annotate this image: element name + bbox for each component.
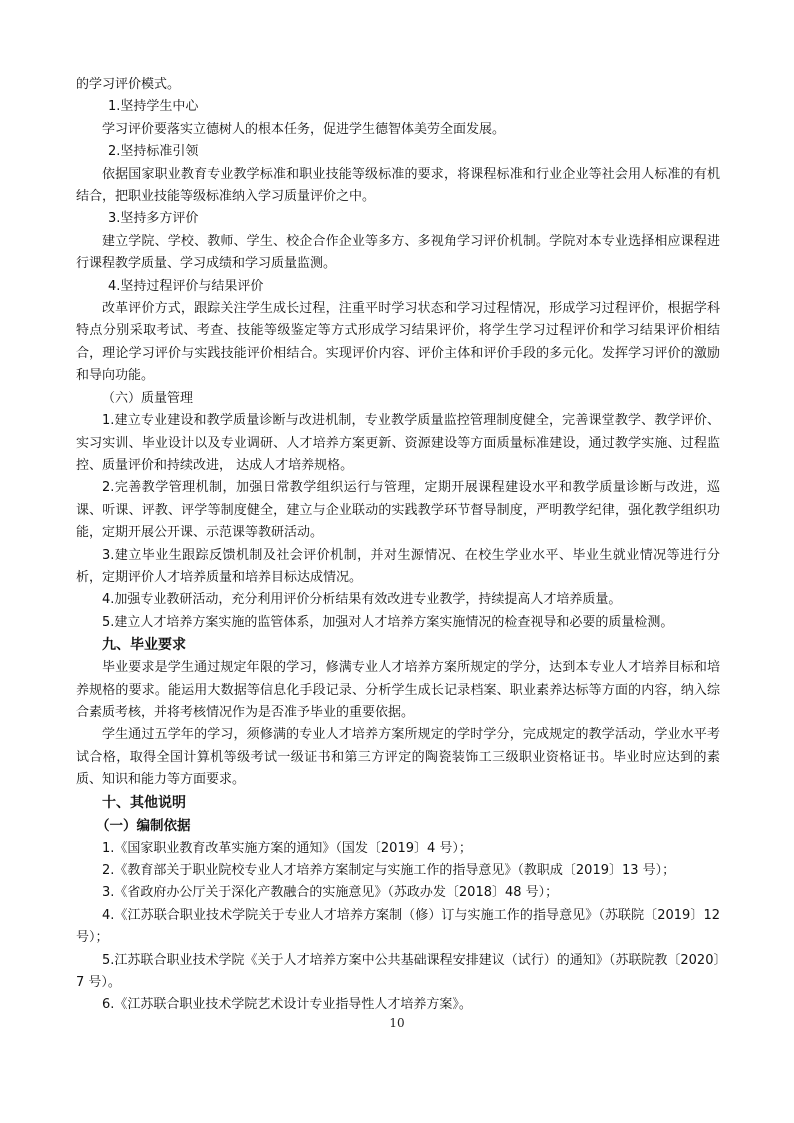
basis-item-2: 2.《教育部关于职业院校专业人才培养方案制定与实施工作的指导意见》（教职成〔2019〕13 号）；	[102, 863, 676, 878]
basis-item-6: 6.《江苏联合职业技术学院艺术设计专业指导性人才培养方案》。	[102, 997, 472, 1013]
quality-item-4: 4.加强专业教研活动，充分利用评价分析结果有效改进专业教学，持续提高人才培养质量。	[102, 592, 622, 608]
item-text-3: 建立学院、学校、教师、学生、校企合作企业等多方、多视角学习评价机制。学院对本专业选择相应课程进行课程教学质量、学习成绩和学习质量监测。	[76, 233, 720, 272]
quality-item-3: 3.建立毕业生跟踪反馈机制及社会评价机制，并对生源情况、在校生学业水平、毕业生就业情况等进行分析，定期评价人才培养质量和培养目标达成情况。	[76, 547, 720, 585]
page-number: 10	[389, 1016, 405, 1030]
page-content	[76, 74, 720, 1017]
section-heading-quality: （六）质量管理	[102, 390, 194, 406]
basis-item-5: 5.江苏联合职业技术学院《关于人才培养方案中公共基础课程安排建议（试行）的通知》（苏联院教〔2020〕7 号）。	[76, 952, 720, 991]
basis-item-1: 1.《国家职业教育改革实施方案的通知》（国发〔2019〕4 号）；	[102, 840, 472, 856]
item-heading-1: 1.坚持学生中心	[108, 99, 199, 115]
quality-item-5: 5.建立人才培养方案实施的监管体系，加强对人才培养方案实施情况的检查视导和必要的质量检测。	[102, 614, 674, 630]
quality-item-1: 1.建立专业建设和教学质量诊断与改进机制，专业教学质量监控管理制度健全，完善课堂教学、教学评价、实习实训、毕业设计以及专业调研、人才培养方案更新、资源建设等方面质量标准建设，通过教学实施、过程监控、质量评价和持续改进， 达成人才培养规格。	[76, 413, 720, 473]
basis-item-3: 3.《省政府办公厅关于深化产教融合的实施意见》（苏政办发〔2018〕48 号）；	[102, 885, 559, 901]
graduation-text-1: 毕业要求是学生通过规定年限的学习，修满专业人才培养方案所规定的学分，达到本专业人才培养目标和培养规格的要求。能运用大数据等信息化手段记录、分析学生成长记录档案、职业素养达标等方面的内容，纳入综合素质考核，并将考核情况作为是否准予毕业的重要依据。	[76, 660, 720, 720]
item-heading-4: 4.坚持过程评价与结果评价	[108, 278, 264, 294]
graduation-text-2: 学生通过五学年的学习，须修满的专业人才培养方案所规定的学时学分，完成规定的教学活动，学业水平考试合格，取得全国计算机等级考试一级证书和第三方评定的陶瓷装饰工三级职业资格证书。毕业时应达到的素质、知识和能力等方面要求。	[76, 727, 720, 788]
quality-item-2: 2.完善教学管理机制，加强日常教学组织运行与管理，定期开展课程建设水平和教学质量诊断与改进，巡课、听课、评教、评学等制度健全，建立与企业联动的实践教学环节督导制度，严明教学纪律，强化教学组织功能，定期开展公开课、示范课等教研活动。	[76, 480, 720, 541]
item-text-4: 改革评价方式，跟踪关注学生成长过程，注重平时学习状态和学习过程情况，形成学习过程评价，根据学科特点分别采取考试、考查、技能等级鉴定等方式形成学习结果评价，将学生学习过程评价和学习结果评价相结合，理论学习评价与实践技能评价相结合。实现评价内容、评价主体和评价手段的多元化。发挥学习评价的激励和导向功能。	[76, 301, 720, 384]
paragraph-continued: 的学习评价模式。	[76, 77, 181, 92]
item-heading-3: 3.坚持多方评价	[108, 211, 199, 227]
section-heading-other: 十、其他说明	[102, 794, 186, 811]
basis-item-4: 4.《江苏联合职业技术学院关于专业人才培养方案制（修）订与实施工作的指导意见》（苏联院〔2019〕12 号）；	[76, 907, 720, 946]
section-heading-graduation: 九、毕业要求	[102, 637, 186, 654]
item-text-1: 学习评价要落实立德树人的根本任务，促进学生德智体美劳全面发展。	[102, 121, 506, 137]
item-text-2: 依据国家职业教育专业教学标准和职业技能等级标准的要求，将课程标准和行业企业等社会用人标准的有机结合，把职业技能等级标准纳入学习质量评价之中。	[76, 166, 720, 205]
item-heading-2: 2.坚持标准引领	[108, 144, 199, 160]
subsection-heading-basis: （一）编制依据	[96, 817, 191, 834]
